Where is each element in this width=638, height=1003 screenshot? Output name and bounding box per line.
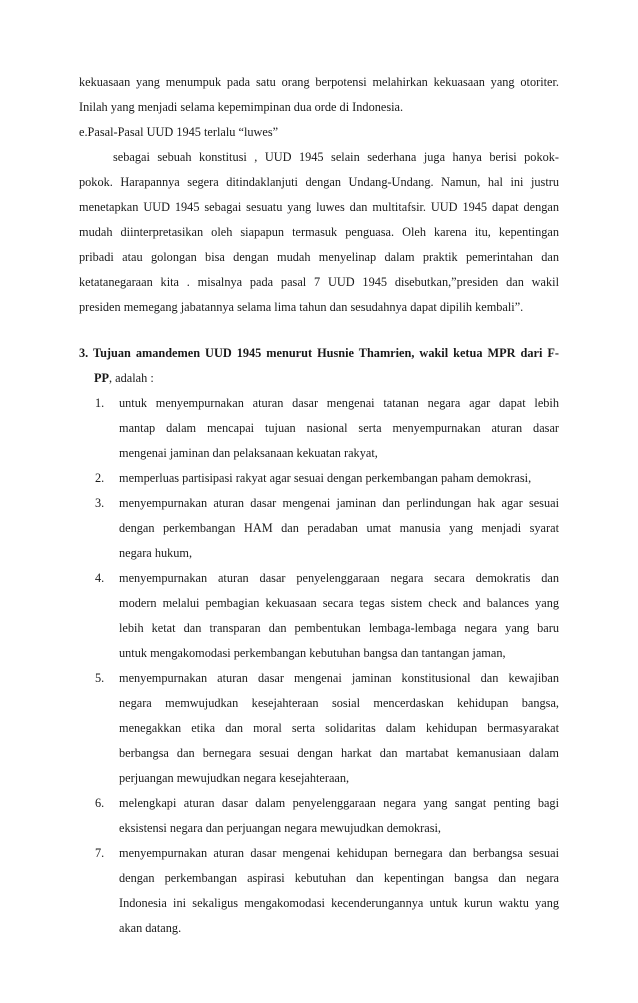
document-page	[79, 70, 559, 941]
list-item	[95, 791, 559, 841]
section-3-heading-continued	[79, 366, 559, 391]
list-item-text: perjuangan mewujudkan negara kesejahteraan,	[119, 771, 350, 785]
list-item-text: memperluas partisipasi rakyat agar sesuai dengan perkembangan paham demokrasi,	[119, 471, 532, 485]
list-item-text: berbangsa dan bernegara sesuai dengan harkat dan martabat kemanusiaan dalam	[119, 746, 559, 760]
list-item-text: menyempurnakan aturan dasar mengenai jaminan dan perlindungan hak agar sesuai	[119, 496, 559, 510]
section-e-line-5: pribadi atau golongan bisa dengan mudah menyelinap dalam praktik pemerintahan dan	[79, 250, 559, 264]
list-item	[95, 841, 559, 941]
list-item	[95, 466, 559, 491]
list-item-text: modern melalui pembagian kekuasaan secara tegas sistem check and balances yang	[119, 596, 559, 610]
list-item-number: 6.	[95, 796, 105, 810]
list-item-number: 1.	[95, 396, 105, 410]
section-e-line-6: ketatanegaraan kita . misalnya pada pasal 7 UUD 1945 disebutkan,”presiden dan wakil	[79, 275, 559, 289]
list-item-text: dengan perkembangan HAM dan peradaban umat manusia yang menjadi syarat	[119, 521, 559, 535]
section-e-line-7: presiden memegang jabatannya selama lima tahun dan sesudahnya dapat dipilih kembali”.	[79, 300, 524, 314]
list-item-text: menyempurnakan aturan dasar mengenai jaminan konstitusional dan kewajiban	[119, 671, 559, 685]
list-item-number: 7.	[95, 846, 105, 860]
list-item-number: 4.	[95, 571, 105, 585]
section-e-title: e.Pasal-Pasal UUD 1945 terlalu “luwes”	[79, 125, 279, 139]
section-e-line-2: pokok. Harapannya segera ditindaklanjuti dengan Undang-Undang. Namun, hal ini justru	[79, 175, 559, 189]
section-e-line-4: mudah diinterpretasikan oleh siapapun termasuk penguasa. Oleh karena itu, kepentingan	[79, 225, 559, 239]
intro-line-1: kekuasaan yang menumpuk pada satu orang berpotensi melahirkan kekuasaan yang otoriter.	[79, 75, 559, 89]
list-item-text: menyempurnakan aturan dasar mengenai kehidupan bernegara dan berbangsa sesuai	[119, 846, 559, 860]
list-item-text: melengkapi aturan dasar dalam penyelenggaraan negara yang sangat penting bagi	[119, 796, 559, 810]
intro-line-2: Inilah yang menjadi selama kepemimpinan dua orde di Indonesia.	[79, 100, 404, 114]
list-item-number: 2.	[95, 471, 105, 485]
section-e-line-3: menetapkan UUD 1945 sebagai sesuatu yang luwes dan multitafsir. UUD 1945 dapat dengan	[79, 200, 559, 214]
list-item-text: untuk mengakomodasi perkembangan kebutuhan bangsa dan tantangan jaman,	[119, 646, 506, 660]
list-item-text: mantap dalam mencapai tujuan nasional serta menyempurnakan aturan dasar	[119, 421, 559, 435]
list-item-number: 3.	[95, 496, 105, 510]
section-e-line-1: sebagai sebuah konstitusi , UUD 1945 selain sederhana juga hanya berisi pokok-	[113, 150, 559, 164]
list-item-text: negara hukum,	[119, 546, 193, 560]
list-item	[95, 391, 559, 466]
list-item-text: menegakkan etika dan moral serta solidaritas dalam kehidupan bermasyarakat	[119, 721, 559, 735]
paragraph-gap	[79, 320, 559, 341]
list-item	[95, 566, 559, 666]
list-item	[95, 491, 559, 566]
list-item-text: eksistensi negara dan perjuangan negara mewujudkan demokrasi,	[119, 821, 441, 835]
list-item-text: lebih ketat dan transparan dan pembentukan lembaga-lembaga negara yang baru	[119, 621, 559, 635]
list-item-text: dengan perkembangan aspirasi kebutuhan dan kepentingan bangsa dan negara	[119, 871, 559, 885]
list-item-text: Indonesia ini sekaligus mengakomodasi kecenderungannya untuk kurun waktu yang	[119, 896, 559, 910]
list-item-text: menyempurnakan aturan dasar penyelenggaraan negara secara demokratis dan	[119, 571, 559, 585]
heading-rest: , adalah :	[109, 371, 154, 385]
amendment-goals-list	[79, 391, 559, 941]
list-item-text: untuk menyempurnakan aturan dasar mengenai tatanan negara agar dapat lebih	[119, 396, 559, 410]
list-item-text: negara memwujudkan kesejahteraan sosial mencerdaskan kehidupan bangsa,	[119, 696, 559, 710]
list-item	[95, 666, 559, 791]
list-item-text: mengenai jaminan dan pelaksanaan kekuatan rakyat,	[119, 446, 378, 460]
heading-bold-part: PP	[94, 371, 110, 385]
list-item-text: akan datang.	[119, 921, 182, 935]
section-3-heading: 3. Tujuan amandemen UUD 1945 menurut Husnie Thamrien, wakil ketua MPR dari F-	[79, 346, 559, 360]
list-item-number: 5.	[95, 671, 105, 685]
